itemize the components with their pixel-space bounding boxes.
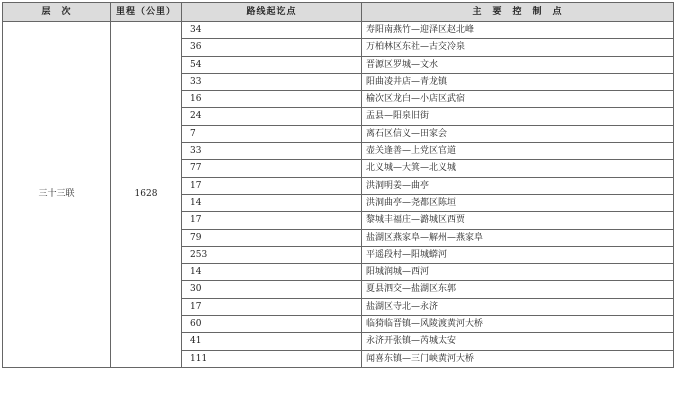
route-cell: 盐湖区燕家阜—解州—燕家阜 (362, 229, 674, 246)
route-cell: 万柏林区东社—古交冷泉 (362, 39, 674, 56)
mileage-cell: 253 (182, 246, 362, 263)
route-cell: 洪洞曲亭—尧都区陈垣 (362, 194, 674, 211)
mileage-cell: 14 (182, 264, 362, 281)
table-row (3, 22, 674, 39)
route-cell: 榆次区龙白—小店区武宿 (362, 91, 674, 108)
mileage-cell: 54 (182, 56, 362, 73)
table-body (3, 22, 674, 368)
route-cell: 壶关逢善—上党区官道 (362, 143, 674, 160)
mileage-cell: 7 (182, 125, 362, 142)
route-cell: 黎城丰福庄—潞城区西贾 (362, 212, 674, 229)
header-route: 路线起讫点 (182, 3, 362, 22)
mileage-cell: 60 (182, 316, 362, 333)
header-control-points: 主 要 控 制 点 (362, 3, 674, 22)
mileage-cell: 17 (182, 212, 362, 229)
route-table-container (2, 2, 674, 368)
route-cell: 盂县—阳泉旧街 (362, 108, 674, 125)
level-cell: 三十三联 (3, 22, 111, 368)
mileage-cell: 33 (182, 73, 362, 90)
mileage-cell: 41 (182, 333, 362, 350)
route-cell: 平遥段村—阳城蟒河 (362, 246, 674, 263)
header-level: 层 次 (3, 3, 111, 22)
mileage-cell: 17 (182, 177, 362, 194)
mileage-cell: 77 (182, 160, 362, 177)
mileage-cell: 111 (182, 350, 362, 367)
route-cell: 洪洞明姜—曲亭 (362, 177, 674, 194)
route-cell: 阳曲凌井店—青龙镇 (362, 73, 674, 90)
mileage-cell: 30 (182, 281, 362, 298)
total-mileage-cell: 1628 (111, 22, 182, 368)
mileage-cell: 34 (182, 22, 362, 39)
mileage-cell: 24 (182, 108, 362, 125)
header-mileage: 里程（公里） (111, 3, 182, 22)
mileage-cell: 33 (182, 143, 362, 160)
mileage-cell: 79 (182, 229, 362, 246)
mileage-cell: 36 (182, 39, 362, 56)
route-cell: 临猗临晋镇—风陵渡黄河大桥 (362, 316, 674, 333)
route-cell: 闻喜东镇—三门峡黄河大桥 (362, 350, 674, 367)
route-cell: 离石区信义—田家会 (362, 125, 674, 142)
route-cell: 寿阳南燕竹—迎泽区赵北峰 (362, 22, 674, 39)
route-cell: 晋源区罗城—文水 (362, 56, 674, 73)
mileage-cell: 14 (182, 194, 362, 211)
route-cell: 盐湖区寺北—永济 (362, 298, 674, 315)
route-cell: 永济开张镇—芮城太安 (362, 333, 674, 350)
route-cell: 北义城—大箕—北义城 (362, 160, 674, 177)
route-table (2, 2, 674, 368)
route-cell: 夏县泗交—盐湖区东郭 (362, 281, 674, 298)
mileage-cell: 16 (182, 91, 362, 108)
table-header-row (3, 3, 674, 22)
mileage-cell: 17 (182, 298, 362, 315)
route-cell: 阳城润城—西河 (362, 264, 674, 281)
